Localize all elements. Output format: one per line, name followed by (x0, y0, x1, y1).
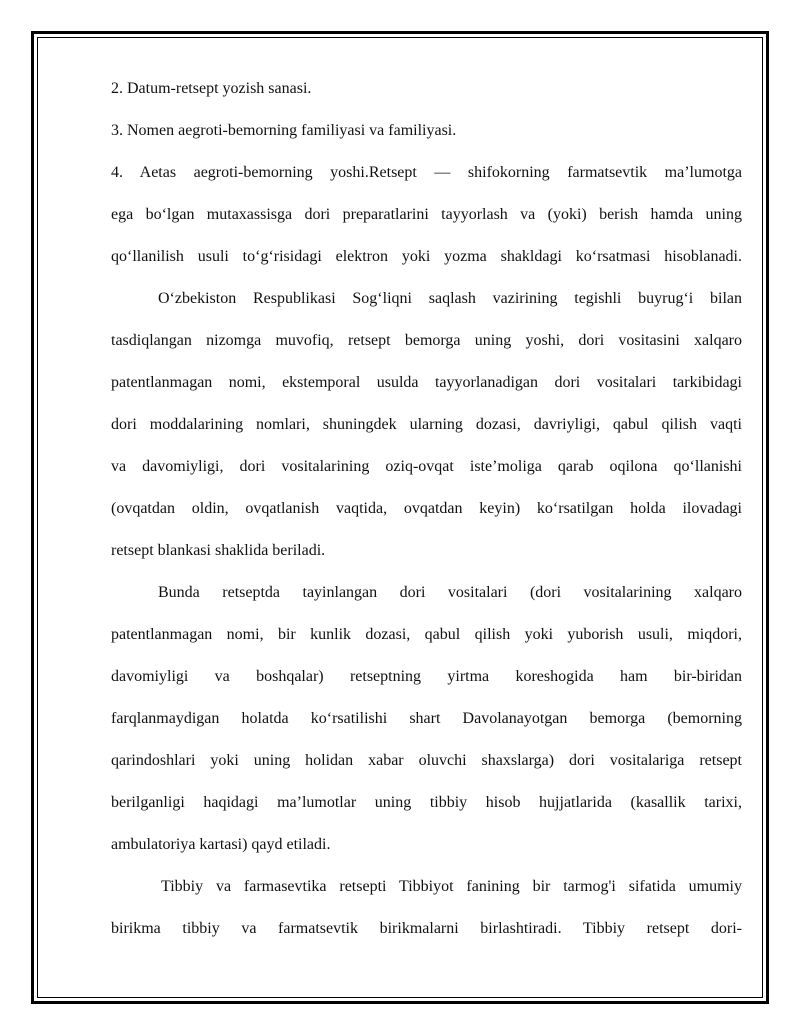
text-line: tasdiqlangan nizomga muvofiq, retsept bemorga uning yoshi, dori vositasini xalqaro (111, 332, 742, 349)
text-line: 2. Datum-retsept yozish sanasi. (111, 80, 312, 97)
text-line: birikma tibbiy va farmatsevtik birikmalarni birlashtiradi. Tibbiy retsept dori- (111, 920, 742, 937)
document-body (111, 68, 742, 950)
text-line: patentlanmagan nomi, bir kunlik dozasi, qabul qilish yoki yuborish usuli, miqdori, (111, 626, 742, 643)
text-line: O‘zbekiston Respublikasi Sog‘liqni saqlash vazirining tegishli buyrug‘i bilan (158, 290, 742, 307)
text-line: Tibbiy va farmasevtika retsepti Tibbiyot fanining bir tarmog'i sifatida umumiy (161, 878, 742, 895)
text-line: qarindoshlari yoki uning holidan xabar oluvchi shaxslarga) dori vositalariga retsept (111, 752, 742, 769)
text-line: farqlanmaydigan holatda ko‘rsatilishi shart Davolanayotgan bemorga (bemorning (111, 710, 742, 727)
text-line: davomiyligi va boshqalar) retseptning yirtma koreshogida ham bir-biridan (111, 668, 742, 685)
text-line: ega bo‘lgan mutaxassisga dori preparatlarini tayyorlash va (yoki) berish hamda uning (111, 206, 742, 223)
text-line: 4. Aetas aegroti-bemorning yoshi.Retsept — shifokorning farmatsevtik ma’lumotga (111, 164, 742, 181)
text-line: va davomiyligi, dori vositalarining oziq-ovqat iste’moliga qarab oqilona qo‘llanishi (111, 458, 742, 475)
text-line: ambulatoriya kartasi) qayd etiladi. (111, 836, 331, 853)
text-line: qo‘llanilish usuli to‘g‘risidagi elektron yoki yozma shakldagi ko‘rsatmasi hisoblanadi. (111, 248, 742, 265)
text-line: dori moddalarining nomlari, shuningdek ularning dozasi, davriyligi, qabul qilish vaqti (111, 416, 742, 433)
text-line: (ovqatdan oldin, ovqatlanish vaqtida, ovqatdan keyin) ko‘rsatilgan holda ilovadagi (111, 500, 742, 517)
text-line: berilganligi haqidagi ma’lumotlar uning tibbiy hisob hujjatlarida (kasallik tarixi, (111, 794, 742, 811)
text-line: patentlanmagan nomi, ekstemporal usulda tayyorlanadigan dori vositalari tarkibidagi (111, 374, 742, 391)
text-line: Bunda retseptda tayinlangan dori vositalari (dori vositalarining xalqaro (158, 584, 742, 601)
text-line: retsept blankasi shaklida beriladi. (111, 542, 326, 559)
text-line: 3. Nomen aegroti-bemorning familiyasi va familiyasi. (111, 122, 457, 139)
